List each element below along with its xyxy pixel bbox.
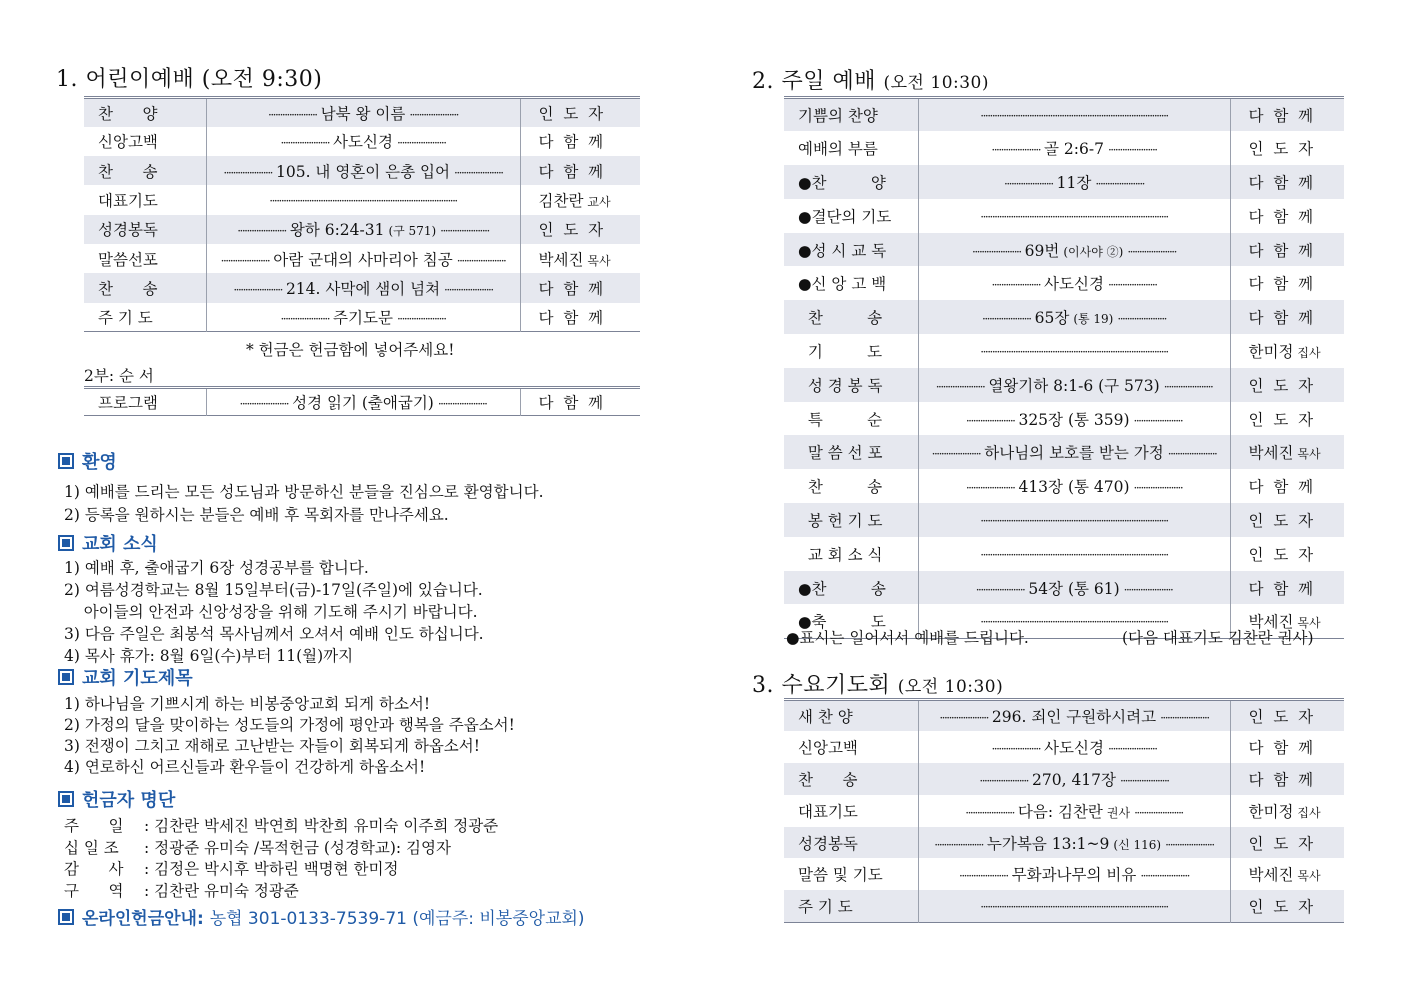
program-row bbox=[784, 131, 1344, 165]
program-item-content-text: 남북 왕 이름 bbox=[320, 104, 406, 123]
program-item-leader bbox=[1230, 858, 1344, 890]
program-item-label: 기 도 bbox=[798, 342, 883, 361]
program-row bbox=[784, 334, 1344, 368]
program-item-leader-name: 다 함 께 bbox=[538, 279, 604, 298]
square-bullet-icon bbox=[58, 791, 74, 807]
program-item-leader bbox=[520, 185, 640, 214]
program-row bbox=[784, 795, 1344, 827]
program-item-content: ····················· 270, 417장 ····················· bbox=[918, 763, 1230, 795]
program-item-content: ················································································· bbox=[918, 537, 1230, 571]
program-row bbox=[784, 165, 1344, 199]
program-row bbox=[784, 571, 1344, 605]
program-item-label: 주 기 도 bbox=[98, 308, 153, 327]
program-item-leader-name: 다 함 께 bbox=[538, 308, 604, 327]
section-time: (오전 10:30) bbox=[883, 73, 990, 93]
giver-names: : 정광준 유미숙 /목적헌금 (성경학교): 김영자 bbox=[144, 838, 451, 857]
program-row bbox=[784, 731, 1344, 763]
program-item-content-note: (이사야 ②) bbox=[1063, 244, 1124, 259]
program-item-leader bbox=[1230, 266, 1344, 300]
program-item-leader-name: 다 함 께 bbox=[1248, 770, 1314, 789]
program-row bbox=[784, 537, 1344, 571]
program-item-leader bbox=[520, 273, 640, 302]
program-row bbox=[784, 402, 1344, 436]
program-row bbox=[84, 244, 640, 273]
program-item-leader-name: 인 도 자 bbox=[538, 104, 604, 123]
program-item-leader-name: 다 함 께 bbox=[1248, 107, 1314, 126]
program-item-leader-name: 다 함 께 bbox=[1248, 579, 1314, 598]
list-item: 2) 가정의 달을 맞이하는 성도들의 가정에 평안과 행복을 주옵소서! bbox=[64, 716, 515, 734]
program-item-content: ····················· 214. 사막에 샘이 넘쳐 ····················· bbox=[206, 273, 520, 302]
section-title-wednesday-prayer bbox=[752, 668, 1003, 699]
program-item-content-text: 누가복음 13:1~9 bbox=[986, 834, 1110, 853]
program-item-leader-name: 한미정 bbox=[1248, 342, 1294, 361]
program-item-label: ●성 시 교 독 bbox=[784, 233, 918, 267]
program-item-label: 교 회 소 식 bbox=[798, 545, 883, 564]
program-item-leader-name: 인 도 자 bbox=[1248, 545, 1314, 564]
program-item-label: 특 순 bbox=[798, 410, 883, 429]
program-item-leader-name: 다 함 께 bbox=[1248, 739, 1314, 758]
program-item-content-text: 65장 bbox=[1034, 309, 1070, 328]
program-item-leader bbox=[520, 244, 640, 273]
program-item-label: 봉 헌 기 도 bbox=[784, 503, 918, 537]
program-row bbox=[784, 858, 1344, 890]
news-heading-text: 교회 소식 bbox=[82, 534, 158, 555]
section-title-sunday-worship bbox=[752, 64, 989, 95]
program-item-content: ····················· 사도신경 ····················· bbox=[918, 266, 1230, 300]
giver-row bbox=[64, 836, 451, 858]
program-item-leader-name: 인 도 자 bbox=[538, 221, 604, 240]
program-item-content: ····················· 누가복음 13:1~9 (신 116) ····················· bbox=[918, 827, 1230, 859]
program-item-content: ····················· 아람 군대의 사마리아 침공 ····················· bbox=[206, 244, 520, 273]
program-row bbox=[784, 763, 1344, 795]
program-row bbox=[84, 303, 640, 332]
list-item: 아이들의 안전과 신앙성장을 위해 기도해 주시기 바랍니다. bbox=[64, 603, 478, 621]
program-item-leader bbox=[520, 127, 640, 156]
giver-row bbox=[64, 814, 498, 836]
program-item-leader bbox=[1230, 890, 1344, 922]
program-item-leader bbox=[1230, 795, 1344, 827]
list-item: 3) 다음 주일은 최봉석 목사님께서 오셔서 예배 인도 하십니다. bbox=[64, 625, 484, 643]
program-row bbox=[84, 98, 640, 127]
program-item-label: 성경봉독 bbox=[784, 827, 918, 859]
program-item-content-text: 사도신경 bbox=[1044, 739, 1104, 758]
program-item-content-text: 11장 bbox=[1056, 173, 1092, 192]
program-item-content: ················································································· bbox=[206, 185, 520, 214]
list-item: 1) 예배 후, 출애굽기 6장 성경공부를 합니다. bbox=[64, 559, 369, 577]
section-title-text: 3. 수요기도회 bbox=[752, 673, 891, 698]
program-item-leader-title: 목사 bbox=[587, 253, 611, 268]
program-item-content: ················································································· bbox=[918, 503, 1230, 537]
program-row bbox=[784, 266, 1344, 300]
program-item-label: 신앙고백 bbox=[98, 133, 158, 152]
program-item-content-text: 열왕기하 8:1-6 (구 573) bbox=[988, 376, 1160, 395]
list-item: 1) 하나님을 기쁘시게 하는 비봉중앙교회 되게 하소서! bbox=[64, 695, 431, 713]
program-item-leader-name: 한미정 bbox=[1248, 802, 1294, 821]
giver-names: : 김찬란 유미숙 정광준 bbox=[144, 881, 299, 900]
program-row bbox=[784, 98, 1344, 132]
program-item-leader bbox=[1230, 165, 1344, 199]
list-item: 4) 목사 휴가: 8월 6일(수)부터 11(월)까지 bbox=[64, 647, 354, 665]
program-item-label: 대표기도 bbox=[98, 192, 158, 211]
program-item-content-text: 214. 사막에 샘이 넘쳐 bbox=[285, 279, 441, 298]
program-item-content-text: 다음: 김찬란 bbox=[1017, 802, 1103, 821]
program-item-content-note: (구 571) bbox=[388, 224, 437, 239]
program-item-label: 새 찬 양 bbox=[784, 700, 918, 732]
program-item-leader bbox=[1230, 300, 1344, 334]
program-item-leader bbox=[1230, 435, 1344, 469]
program-item-leader-name: 인 도 자 bbox=[1248, 897, 1314, 916]
program-item-content-text: 왕하 6:24-31 bbox=[289, 221, 385, 240]
program-item-content-text: 성경 읽기 (출애굽기) bbox=[292, 394, 434, 412]
prayer-heading-text: 교회 기도제목 bbox=[82, 668, 193, 689]
news-heading bbox=[58, 530, 158, 556]
program-item-content: ····················· 105. 내 영혼이 은총 입어 ····················· bbox=[206, 156, 520, 185]
next-prayer-note: (다음 대표기도 김찬란 권사) bbox=[1122, 629, 1314, 647]
list-item: 3) 전쟁이 그치고 재해로 고난받는 자들이 회복되게 하옵소서! bbox=[64, 737, 480, 755]
online-offering-account: 농협 301-0133-7539-71 (예금주: 비봉중앙교회) bbox=[209, 909, 585, 929]
program-item-content: ····················· 하나님의 보호를 받는 가정 ····················· bbox=[918, 435, 1230, 469]
program-item-leader bbox=[520, 215, 640, 244]
sunday-worship-table bbox=[784, 96, 1344, 639]
program-item-label: 신앙고백 bbox=[798, 739, 858, 758]
program-item-leader bbox=[1230, 571, 1344, 605]
program-item-content-text: 사도신경 bbox=[1044, 275, 1104, 294]
program-item-label: 찬 송 bbox=[798, 478, 883, 497]
section-title-text: 1. 어린이예배 bbox=[56, 67, 195, 92]
program-item-leader bbox=[520, 303, 640, 332]
program-item-leader-name: 다 함 께 bbox=[1248, 309, 1314, 328]
program-item-leader-name: 박세진 bbox=[1248, 613, 1294, 632]
giver-names: : 김찬란 박세진 박연희 박찬희 유미숙 이주희 정광준 bbox=[144, 817, 499, 835]
part2-table bbox=[84, 386, 640, 416]
program-item-content: ················································································· bbox=[918, 98, 1230, 132]
program-item-content: ····················· 69번 (이사야 ②) ····················· bbox=[918, 233, 1230, 267]
program-item-content-text: 54장 (통 61) bbox=[1028, 579, 1120, 598]
program-item-content: ····················· 주기도문 ····················· bbox=[206, 303, 520, 332]
program-item-leader bbox=[1230, 368, 1344, 402]
program-row bbox=[784, 368, 1344, 402]
giver-category: 감 사 bbox=[64, 860, 124, 878]
program-item-content: ····················· 왕하 6:24-31 (구 571) ····················· bbox=[206, 215, 520, 244]
program-item-content: ····················· 무화과나무의 비유 ····················· bbox=[918, 858, 1230, 890]
program-item-leader-title: 집사 bbox=[1297, 345, 1321, 360]
program-row bbox=[784, 199, 1344, 233]
program-item-label: ●축 도 bbox=[798, 613, 886, 632]
program-item-label: ●찬 송 bbox=[784, 571, 918, 605]
program-item-leader-name: 다 함 께 bbox=[1248, 173, 1314, 192]
program-item-label: 성 경 봉 독 bbox=[784, 368, 918, 402]
program-item-leader bbox=[520, 98, 640, 127]
prayer-heading bbox=[58, 664, 193, 690]
program-item-label: 말 씀 선 포 bbox=[784, 435, 918, 469]
list-item: 2) 등록을 원하시는 분들은 예배 후 목회자를 만나주세요. bbox=[64, 506, 449, 524]
program-item-label: ●신 앙 고 백 bbox=[798, 275, 887, 294]
section-time: (오전 10:30) bbox=[897, 677, 1004, 697]
program-item-leader bbox=[1230, 731, 1344, 763]
program-item-leader-title: 집사 bbox=[1297, 805, 1321, 820]
program-item-content: ····················· 413장 (통 470) ····················· bbox=[918, 469, 1230, 503]
section-title-children-worship bbox=[56, 62, 322, 93]
program-row bbox=[784, 827, 1344, 859]
program-item-label: 말씀 및 기도 bbox=[798, 866, 883, 885]
program-item-leader-name: 다 함 께 bbox=[538, 133, 604, 152]
welcome-heading-text: 환영 bbox=[82, 452, 117, 473]
program-item-content-note: (신 116) bbox=[1113, 837, 1162, 852]
program-row bbox=[784, 435, 1344, 469]
program-row bbox=[84, 215, 640, 244]
square-bullet-icon bbox=[58, 909, 74, 925]
program-item-leader-title: 목사 bbox=[1297, 447, 1321, 462]
program-item-leader bbox=[1230, 763, 1344, 795]
program-item-leader-name: 다 함 께 bbox=[538, 162, 604, 181]
program-item-content-text: 105. 내 영혼이 은총 입어 bbox=[275, 162, 450, 181]
program-item-leader-name: 다 함 께 bbox=[1248, 241, 1314, 260]
program-item-label: 찬 송 bbox=[784, 300, 918, 334]
program-item-content-text: 골 2:6-7 bbox=[1044, 140, 1104, 159]
program-row bbox=[784, 469, 1344, 503]
program-item-leader-name: 다 함 께 bbox=[1248, 207, 1314, 226]
program-row bbox=[784, 233, 1344, 267]
program-item-content-text: 296. 죄인 구원하시려고 bbox=[991, 708, 1157, 727]
program-item-content: ················································································· bbox=[918, 334, 1230, 368]
program-item-content: ····················· 성경 읽기 (출애굽기) ····················· bbox=[206, 388, 520, 416]
program-row bbox=[784, 700, 1344, 732]
stand-note: ●표시는 일어서서 예배를 드립니다. bbox=[786, 629, 1029, 647]
giver-category: 주 일 bbox=[64, 817, 124, 835]
program-item-content: ····················· 다음: 김찬란 권사 ····················· bbox=[918, 795, 1230, 827]
program-item-leader-name: 박세진 bbox=[538, 250, 584, 269]
program-item-leader bbox=[1230, 469, 1344, 503]
program-item-content: ····················· 325장 (통 359) ····················· bbox=[918, 402, 1230, 436]
program-item-leader-name: 인 도 자 bbox=[1248, 511, 1314, 530]
program-row bbox=[84, 273, 640, 302]
list-item: 2) 여름성경학교는 8월 15일부터(금)-17일(주일)에 있습니다. bbox=[64, 581, 483, 599]
wednesday-prayer-table bbox=[784, 698, 1344, 923]
givers-heading bbox=[58, 786, 175, 812]
program-item-content: ················································································· bbox=[918, 890, 1230, 922]
program-item-content: ····················· 11장 ····················· bbox=[918, 165, 1230, 199]
giver-category: 십 일 조 bbox=[64, 838, 119, 857]
program-item-label: 주 기 도 bbox=[784, 890, 918, 922]
program-item-content-text: 사도신경 bbox=[333, 133, 393, 152]
list-item: 4) 연로하신 어르신들과 환우들이 건강하게 하옵소서! bbox=[64, 758, 426, 776]
program-item-leader-title: 목사 bbox=[1297, 616, 1321, 631]
online-offering bbox=[58, 904, 585, 929]
program-item-content-text: 무화과나무의 비유 bbox=[1011, 866, 1137, 885]
online-offering-label: 온라인헌금안내: bbox=[82, 909, 204, 929]
program-item-leader-name: 인 도 자 bbox=[1248, 834, 1314, 853]
program-row bbox=[784, 890, 1344, 922]
program-item-label: 찬 송 bbox=[784, 763, 918, 795]
program-item-content-text: 69번 bbox=[1024, 241, 1060, 260]
program-item-leader bbox=[1230, 827, 1344, 859]
program-item-content: ····················· 65장 (통 19) ····················· bbox=[918, 300, 1230, 334]
program-item-leader-name: 인 도 자 bbox=[1248, 410, 1314, 429]
program-item-leader bbox=[1230, 700, 1344, 732]
program-item-content: ····················· 사도신경 ····················· bbox=[206, 127, 520, 156]
program-item-content: ····················· 열왕기하 8:1-6 (구 573) ····················· bbox=[918, 368, 1230, 402]
program-item-leader-name: 인 도 자 bbox=[1248, 708, 1314, 727]
program-item-leader-name: 다 함 께 bbox=[1248, 478, 1314, 497]
program-item-content-text: 325장 (통 359) bbox=[1018, 410, 1130, 429]
program-item-leader-name: 다 함 께 bbox=[1248, 275, 1314, 294]
program-item-label: 찬 송 bbox=[84, 156, 206, 185]
program-item-content: ····················· 54장 (통 61) ····················· bbox=[918, 571, 1230, 605]
program-item-content: ····················· 사도신경 ····················· bbox=[918, 731, 1230, 763]
program-item-leader bbox=[520, 156, 640, 185]
program-item-leader-name: 박세진 bbox=[1248, 444, 1294, 463]
program-item-label: 찬 송 bbox=[84, 273, 206, 302]
program-row bbox=[784, 300, 1344, 334]
program-item-content-text: 270, 417장 bbox=[1032, 770, 1116, 789]
program-item-label: 기쁨의 찬양 bbox=[784, 98, 918, 132]
program-item-content-text: 413장 (통 470) bbox=[1018, 478, 1130, 497]
program-item-content: ····················· 남북 왕 이름 ····················· bbox=[206, 98, 520, 127]
part2-label: 2부: 순 서 bbox=[84, 367, 154, 385]
program-item-leader-name: 박세진 bbox=[1248, 866, 1294, 885]
program-item-leader bbox=[1230, 503, 1344, 537]
program-row bbox=[784, 503, 1344, 537]
children-worship-table bbox=[84, 96, 640, 332]
program-item-label: ●찬 양 bbox=[784, 165, 918, 199]
giver-category: 구 역 bbox=[64, 881, 124, 900]
square-bullet-icon bbox=[58, 453, 74, 469]
program-item-leader-title: 교사 bbox=[587, 195, 611, 210]
offering-note: * 헌금은 헌금함에 넣어주세요! bbox=[246, 341, 455, 359]
giver-row bbox=[64, 879, 299, 901]
program-item-leader bbox=[1230, 233, 1344, 267]
program-item-content: ················································································· bbox=[918, 199, 1230, 233]
giver-names: : 김정은 박시후 박하린 백명현 한미정 bbox=[144, 860, 399, 878]
givers-heading-text: 헌금자 명단 bbox=[82, 790, 176, 811]
program-row bbox=[84, 388, 640, 416]
program-row bbox=[84, 127, 640, 156]
giver-row bbox=[64, 857, 398, 879]
program-item-label: 예배의 부름 bbox=[798, 140, 878, 159]
program-item-label: 대표기도 bbox=[798, 802, 858, 821]
section-time: (오전 9:30) bbox=[201, 67, 323, 92]
program-item-content-text: 아람 군대의 사마리아 침공 bbox=[273, 250, 453, 269]
welcome-heading bbox=[58, 448, 117, 474]
program-item-leader bbox=[1230, 199, 1344, 233]
program-item-leader bbox=[1230, 334, 1344, 368]
program-item-leader bbox=[1230, 402, 1344, 436]
program-item-leader bbox=[1230, 98, 1344, 132]
program-item-content-note: (통 19) bbox=[1073, 312, 1114, 327]
program-item-content: ················································································· bbox=[918, 604, 1230, 638]
list-item: 1) 예배를 드리는 모든 성도님과 방문하신 분들을 진심으로 환영합니다. bbox=[64, 483, 544, 501]
program-item-content: ····················· 296. 죄인 구원하시려고 ····················· bbox=[918, 700, 1230, 732]
program-item-leader bbox=[1230, 537, 1344, 571]
program-item-content-note: 권사 bbox=[1106, 805, 1131, 820]
program-item-label: 프로그램 bbox=[98, 394, 158, 412]
program-item-label: 말씀선포 bbox=[98, 250, 158, 269]
program-item-content: ····················· 골 2:6-7 ····················· bbox=[918, 131, 1230, 165]
program-item-label: 찬 양 bbox=[84, 98, 206, 127]
square-bullet-icon bbox=[58, 535, 74, 551]
program-item-leader-name: 인 도 자 bbox=[1248, 140, 1314, 159]
square-bullet-icon bbox=[58, 669, 74, 685]
program-item-leader-title: 목사 bbox=[1297, 869, 1321, 884]
program-item-label: 성경봉독 bbox=[84, 215, 206, 244]
program-item-content-text: 주기도문 bbox=[333, 308, 393, 327]
program-item-leader: 다 함 께 bbox=[538, 394, 604, 412]
program-item-leader-name: 김찬란 bbox=[538, 192, 584, 211]
program-item-label: ●결단의 기도 bbox=[798, 207, 892, 226]
program-row bbox=[84, 156, 640, 185]
program-row bbox=[84, 185, 640, 214]
section-title-text: 2. 주일 예배 bbox=[752, 69, 876, 94]
program-item-content-text: 하나님의 보호를 받는 가정 bbox=[984, 444, 1164, 463]
program-item-leader bbox=[1230, 131, 1344, 165]
program-item-leader-name: 인 도 자 bbox=[1248, 376, 1314, 395]
